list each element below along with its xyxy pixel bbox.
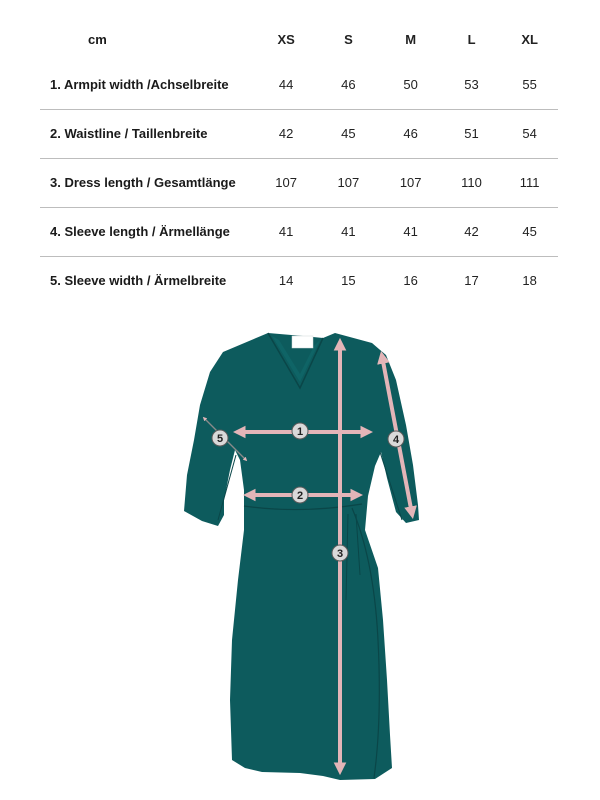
marker-4-label: 4	[392, 434, 400, 446]
marker-3	[332, 545, 348, 561]
measurement-value: 54	[522, 126, 537, 141]
measurement-value: 41	[278, 224, 294, 239]
measurement-label: 5. Sleeve width / Ärmelbreite	[50, 273, 227, 289]
measurement-value: 55	[522, 76, 537, 92]
measurement-value: 14	[278, 273, 294, 289]
size-xs-header: XS	[277, 31, 295, 47]
marker-1-label: 1	[296, 426, 304, 438]
measurement-label: 3. Dress length / Gesamtlänge	[50, 175, 236, 190]
measurement-row	[40, 158, 558, 207]
measurement-value: 46	[341, 76, 356, 92]
marker-3-label: 3	[336, 548, 344, 560]
measurement-value: 42	[278, 126, 294, 141]
size-m-header: M	[405, 31, 417, 47]
measurement-value: 107	[399, 175, 422, 190]
measurement-value: 41	[341, 224, 356, 239]
measurement-value: 110	[461, 175, 482, 190]
marker-1	[292, 423, 308, 439]
size-chart-table	[40, 18, 558, 305]
measurement-label: 4. Sleeve length / Ärmellänge	[50, 224, 230, 239]
measurement-value: 111	[519, 175, 540, 190]
measurement-value: 18	[522, 273, 537, 289]
unit-label: cm	[88, 31, 107, 47]
brand-label	[292, 336, 313, 348]
measurement-value: 46	[403, 126, 418, 141]
measurement-value: 17	[464, 273, 479, 289]
measurement-row	[40, 207, 558, 256]
measurement-row	[40, 109, 558, 158]
measurement-value: 45	[341, 126, 356, 141]
measurement-value: 45	[522, 224, 537, 239]
size-header-row	[40, 18, 558, 60]
marker-5	[212, 430, 228, 446]
size-s-header: S	[344, 31, 353, 47]
marker-5-label: 5	[216, 433, 224, 445]
measurement-value: 107	[275, 175, 297, 190]
measurement-row	[40, 256, 558, 305]
size-l-header: L	[467, 31, 476, 47]
measurement-value: 107	[337, 175, 360, 190]
measurement-label: 2. Waistline / Taillenbreite	[50, 126, 208, 141]
measurement-value: 41	[403, 224, 418, 239]
measurement-value: 15	[341, 273, 356, 289]
marker-2	[292, 487, 308, 503]
dress-measurement-diagram	[0, 300, 600, 800]
dress-body	[184, 333, 419, 780]
measurement-value: 44	[278, 76, 294, 92]
measurement-value: 53	[464, 76, 479, 92]
marker-4	[388, 431, 404, 447]
measurement-value: 51	[464, 126, 479, 141]
measurement-value: 16	[403, 273, 418, 289]
measurement-row	[40, 60, 558, 109]
measurement-value: 50	[403, 76, 418, 92]
measurement-value: 42	[464, 224, 479, 239]
measurement-label: 1. Armpit width /Achselbreite	[50, 76, 229, 92]
marker-2-label: 2	[296, 490, 304, 502]
size-xl-header: XL	[521, 31, 538, 47]
dress-illustration	[184, 333, 419, 780]
